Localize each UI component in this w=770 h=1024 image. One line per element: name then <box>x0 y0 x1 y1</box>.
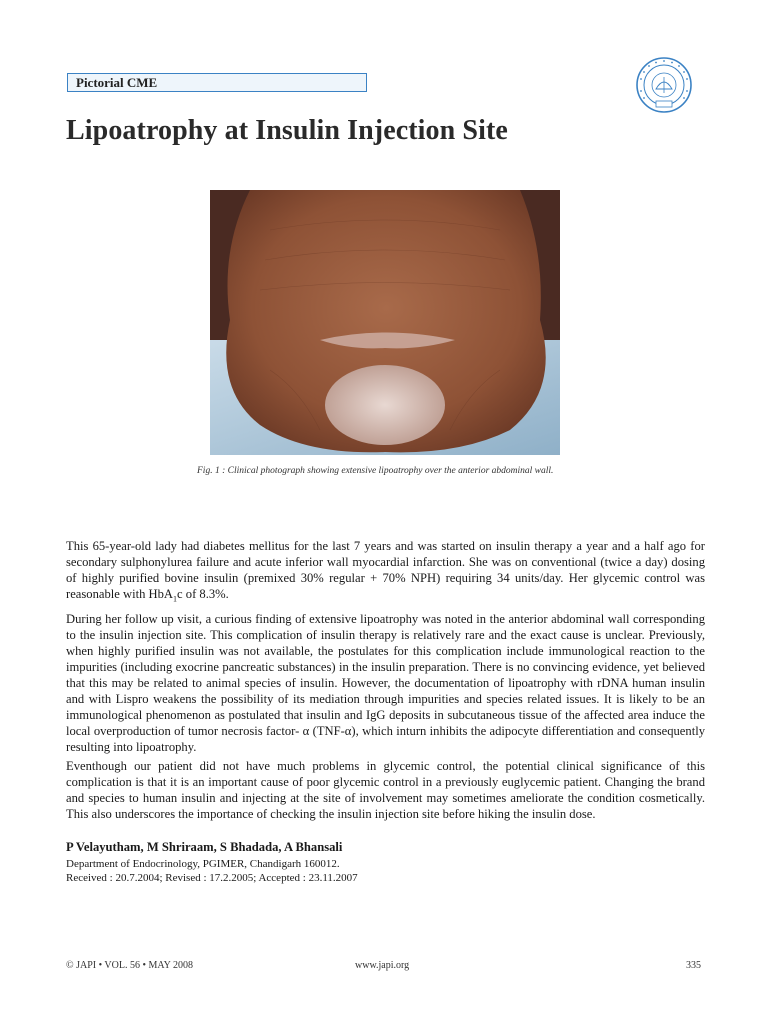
paragraph-discussion: During her follow up visit, a curious finding of extensive lipoatrophy was noted in the anterior abdominal wall corresponding to the insulin injection site. This complication of insulin therapy is relatively rare and the exact cause is unclear. Previously, when highly purified insulin was not available, the postulates for this complication include immunological reaction to the impurities (including exocrine pancreatic substances) in the insulin preparation. There is no convincing evidence, yet believed that this may be related to animal species of insulin. However, the documentation of lipoatrophy with rDNA human insulin and with Lispro weakens the possibility of its mediation through impurities and species related issues. It is likely to be an immunological phenomenon as postulated that insulin and IgG deposits in subcutaneous tissue of the affected area induce the local overproduction of tumor necrosis factor- α (TNF-α), which inturn inhibits the adipocyte differentiation and consequently resulting into lipoatrophy. <box>66 611 705 754</box>
paragraph-significance: Eventhough our patient did not have much problems in glycemic control, the potential clinical significance of this complication is that it is an important cause of poor glycemic control in a previously euglycemic patient. Changing the brand and species to human insulin and injecting at the site of involvement may sometimes ameliorate the condition cosmetically. This also underscores the importance of checking the insulin injection site before hiking the insulin dose. <box>66 758 705 821</box>
article-title: Lipoatrophy at Insulin Injection Site <box>66 115 508 146</box>
clinical-photograph-figure <box>210 190 560 455</box>
author-block <box>66 840 705 885</box>
footer-url[interactable]: www.japi.org <box>355 960 410 971</box>
article-body <box>66 538 705 825</box>
article-dates: Received : 20.7.2004; Revised : 17.2.2005; Accepted : 23.11.2007 <box>66 872 358 884</box>
author-affiliation: Department of Endocrinology, PGIMER, Chandigarh 160012. <box>66 858 340 870</box>
page-number: 335 <box>686 960 701 971</box>
section-label-box <box>67 73 367 92</box>
author-names: P Velayutham, M Shriraam, S Bhadada, A Bhansali <box>66 840 343 854</box>
figure-caption: Fig. 1 : Clinical photograph showing extensive lipoatrophy over the anterior abdominal wall. <box>197 466 554 476</box>
paragraph-case-history: This 65-year-old lady had diabetes mellitus for the last 7 years and was started on insulin therapy a year and a half ago for secondary sulphonylurea failure and acute inferior wall myocardial infarction. She was on conventional (twice a day) dosing of highly purified bovine insulin (premixed 30% regular + 70% NPH) requiring 34 units/day. Her glycemic control was reasonable with HbA$_1$c of 8.3%. <box>66 539 705 604</box>
section-label: Pictorial CME <box>76 75 158 90</box>
footer-journal-info: © JAPI • VOL. 56 • MAY 2008 <box>66 960 194 971</box>
journal-seal-logo <box>634 55 694 115</box>
